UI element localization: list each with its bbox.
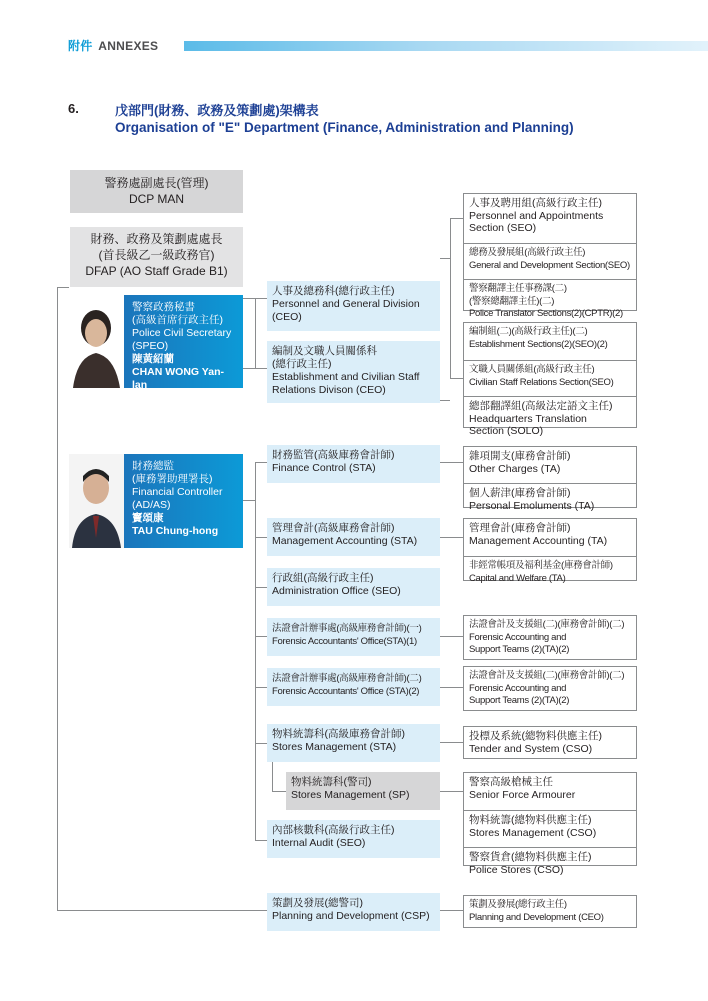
division-administration-office: 行政組(高級行政主任) Administration Office (SEO): [267, 568, 440, 606]
connector-line: [440, 910, 463, 911]
officer-name-en: CHAN WONG Yan-lan: [132, 366, 224, 391]
section-number: 6.: [68, 101, 79, 116]
division-finance-control: 財務監管(高級庫務會計師) Finance Control (STA): [267, 445, 440, 483]
connector-line: [255, 743, 267, 744]
connector-line: [255, 636, 267, 637]
division-planning-development: 策劃及發展(總警司) Planning and Development (CSP): [267, 893, 440, 931]
dcp-man-box: [70, 170, 243, 213]
unit-item: 警察翻譯主任事務課(二) (警察總翻譯主任)(二) Police Translator Sections(2)(CPTR)(2): [469, 283, 623, 319]
connector-line: [450, 378, 463, 379]
division-stores-management: 物料統籌科(高級庫務會計師) Stores Management (STA): [267, 724, 440, 762]
officer-card-fc: [124, 454, 243, 548]
connector-line: [255, 537, 267, 538]
unit-item: 警察高級槍械主任 Senior Force Armourer: [464, 773, 636, 811]
connector-line: [272, 762, 273, 792]
connector-line: [57, 910, 267, 911]
officer-name-zh: 陳黃紹蘭: [132, 353, 174, 365]
division-personnel-general: 人事及總務科(總行政主任) Personnel and General Division (CEO): [267, 281, 440, 331]
unit-item: 雜項開支(庫務會計師) Other Charges (TA): [464, 447, 636, 484]
unit-item: 總部翻譯組(高級法定語文主任) Headquarters Translation Section (SOLO): [469, 400, 613, 437]
connector-line: [243, 500, 255, 501]
portrait-female-icon: [69, 295, 124, 388]
annex-header: [68, 37, 158, 54]
unit-item: 非經常帳項及福利基金(庫務會計師) Capital and Welfare (TA): [469, 560, 613, 584]
connector-line: [255, 462, 267, 463]
connector-line: [440, 636, 463, 637]
connector-line: [255, 840, 267, 841]
unit-item: 管理會計(庫務會計師) Management Accounting (TA): [464, 519, 636, 557]
dcp-man-zh: 警務處副處長(管理): [104, 176, 209, 190]
units-finance-control: [463, 446, 637, 512]
dcp-man-en: DCP MAN: [128, 192, 185, 206]
portrait-male-icon: [69, 454, 124, 548]
connector-line: [255, 462, 256, 841]
connector-line: [440, 400, 450, 401]
connector-line: [440, 258, 450, 259]
connector-line: [440, 687, 463, 688]
officer-title: 財務總監 (庫務署助理署長) Financial Controller (AD/AS): [132, 460, 223, 511]
unit-item: 人事及聘用組(高級行政主任) Personnel and Appointments Section (SEO): [464, 194, 636, 244]
connector-line: [450, 218, 463, 219]
officer-card-spco: [124, 295, 243, 391]
division-internal-audit: 內部核數科(高級行政主任) Internal Audit (SEO): [267, 820, 440, 858]
unit-item: 總務及發展組(高級行政主任) General and Development Section(SEO): [464, 244, 636, 280]
header-gradient-bar: [184, 41, 708, 51]
units-establishment: [463, 322, 637, 437]
units-personnel: [463, 193, 637, 319]
connector-line: [440, 791, 463, 792]
units-stores: [463, 726, 637, 759]
unit-item: 個人薪津(庫務會計師) Personal Emoluments (TA): [469, 487, 595, 512]
connector-line: [255, 687, 267, 688]
annex-label-zh: 附件: [68, 39, 93, 53]
officer-name-zh: 竇頌康: [132, 512, 164, 524]
units-management-accounting: [463, 518, 637, 584]
division-forensic-1: 法證會計辦事處(高級庫務會計師)(一) Forensic Accountants' Office(STA)(1): [267, 618, 440, 656]
division-management-accounting: 管理會計(高級庫務會計師) Management Accounting (STA): [267, 518, 440, 556]
connector-line: [440, 462, 463, 463]
unit-item: 文職人員關係組(高級行政主任) Civilian Staff Relations Section(SEO): [464, 361, 636, 397]
section-title-en: Organisation of "E" Department (Finance, Administration and Planning): [115, 120, 574, 135]
units-forensic-2: [463, 666, 637, 711]
unit-item: 投標及系統(總物料供應主任) Tender and System (CSO): [469, 730, 602, 755]
connector-line: [272, 791, 286, 792]
unit-item: 編制組(二)(高級行政主任)(二) Establishment Sections(2)(SEO)(2): [464, 323, 636, 361]
officer-name-en: TAU Chung-hong: [132, 525, 219, 537]
dfap-zh1: 財務、政務及策劃處處長: [90, 232, 223, 246]
connector-line: [255, 587, 267, 588]
connector-line: [57, 287, 58, 910]
unit-item: 物料統籌(總物料供應主任) Stores Management (CSO): [464, 811, 636, 848]
units-planning: [463, 895, 637, 928]
connector-line: [255, 298, 256, 368]
section-title-zh: 戊部門(財務、政務及策劃處)架構表: [115, 103, 319, 118]
dfap-zh2: (首長級乙一級政務官): [98, 248, 215, 262]
division-forensic-2: 法證會計辦事處(高級庫務會計師)(二) Forensic Accountants' Office (STA)(2): [267, 668, 440, 706]
unit-item: 策劃及發展(總行政主任) Planning and Development (CEO): [469, 899, 604, 923]
officer-title: 警察政務秘書 (高級首席行政主任) Police Civil Secretary (SPEO): [132, 301, 232, 352]
portrait-photo-female: [69, 295, 124, 388]
dfap-box: [70, 227, 243, 287]
connector-line: [243, 368, 267, 369]
connector-line: [57, 287, 69, 288]
connector-line: [450, 218, 451, 378]
connector-line: [440, 742, 463, 743]
connector-line: [440, 537, 463, 538]
division-establishment: 編制及文職人員關係科 (總行政主任) Establishment and Civilian Staff Relations Divison (CEO): [267, 341, 440, 403]
unit-item: 法證會計及支援組(二)(庫務會計師)(二) Forensic Accounting and Support Teams (2)(TA)(2): [469, 619, 625, 655]
portrait-photo-male: [69, 454, 124, 548]
units-stores-sp: [463, 772, 637, 876]
annex-label-en: ANNEXES: [98, 39, 159, 53]
unit-item: 法證會計及支援組(二)(庫務會計師)(二) Forensic Accounting and Support Teams (2)(TA)(2): [469, 670, 625, 706]
units-forensic-1: [463, 615, 637, 660]
dfap-en: DFAP (AO Staff Grade B1): [85, 264, 228, 278]
division-stores-sp: 物料統籌科(警司) Stores Management (SP): [286, 772, 440, 810]
unit-item: 警察貨倉(總物料供應主任) Police Stores (CSO): [469, 851, 592, 876]
